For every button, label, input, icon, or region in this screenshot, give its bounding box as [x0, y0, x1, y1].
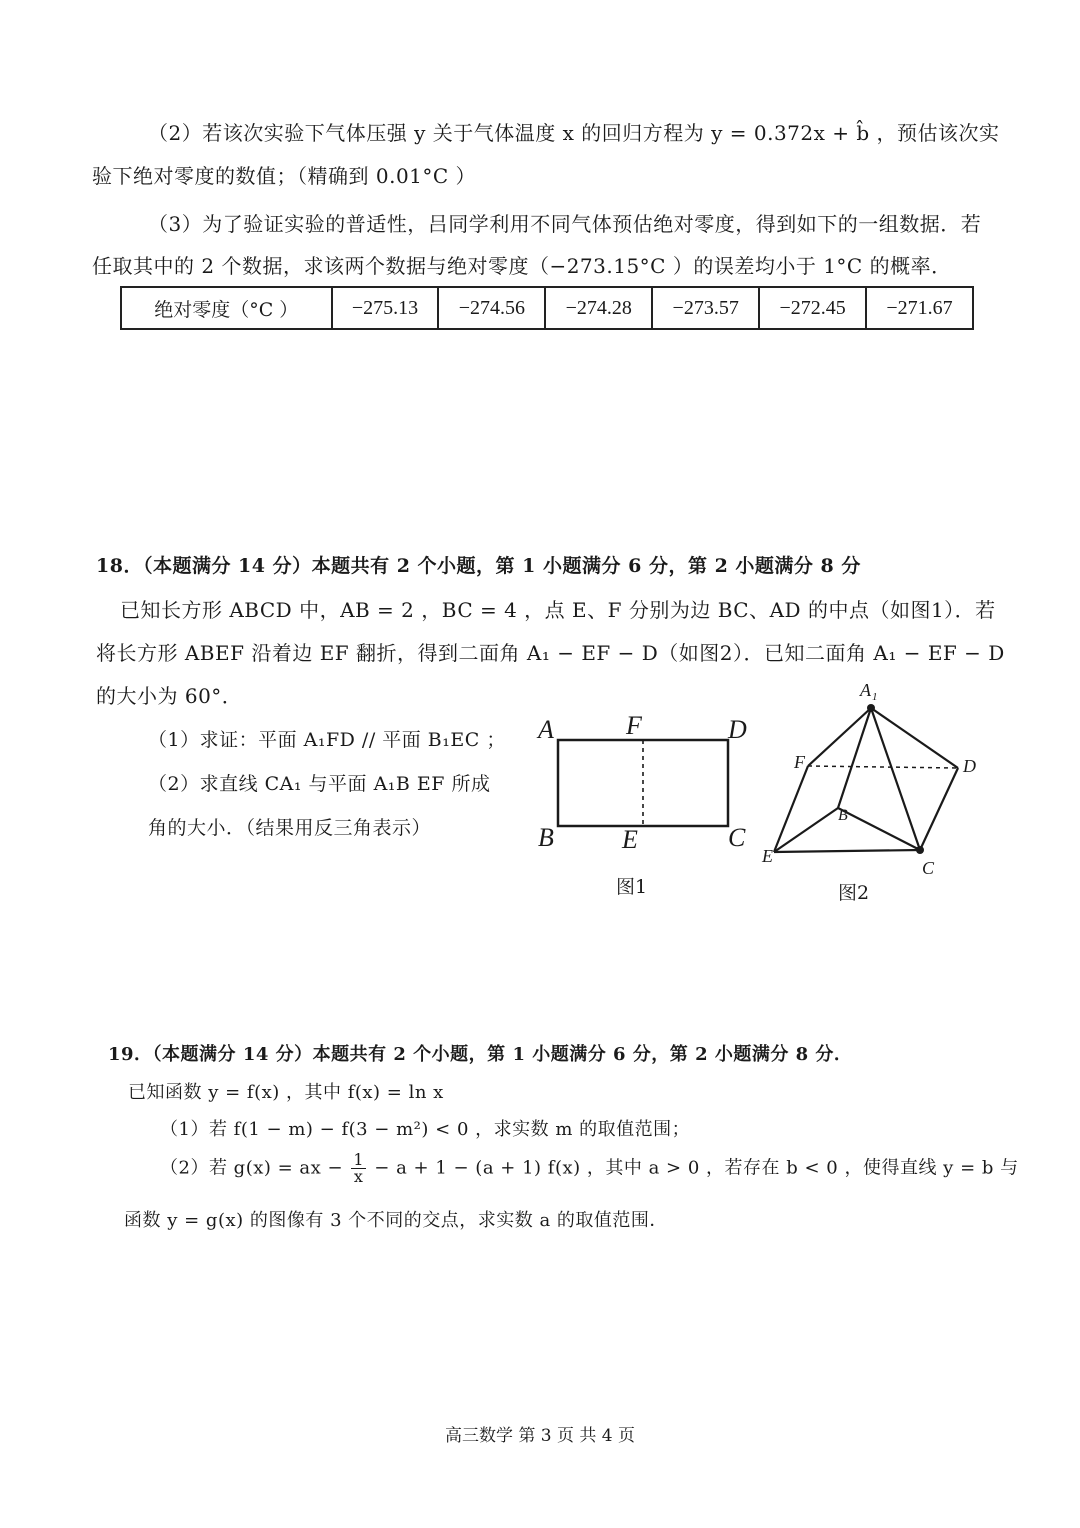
table-cell: −271.67	[866, 287, 973, 329]
q18-part2-line1: （2）求直线 CA₁ 与平面 A₁B EF 所成	[148, 773, 491, 795]
fig2-label-b: B	[838, 807, 848, 824]
figure-2-dihedral	[758, 680, 988, 880]
table-cell: −274.28	[545, 287, 652, 329]
q18-heading: 18．（本题满分 14 分）本题共有 2 个小题，第 1 小题满分 6 分，第 2 小题满分 8 分	[96, 555, 861, 577]
table-cell: −273.57	[652, 287, 759, 329]
q19-heading: 19．（本题满分 14 分）本题共有 2 个小题，第 1 小题满分 6 分，第 2 小题满分 8 分．	[108, 1044, 853, 1065]
table-cell: −275.13	[332, 287, 439, 329]
q18-stem-line2: 将长方形 ABEF 沿着边 EF 翻折，得到二面角 A₁ − EF − D（如图2）．已知二面角 A₁ − EF − D	[96, 641, 1005, 665]
fraction-denominator: x	[353, 1167, 364, 1186]
figure-1-rectangle	[530, 700, 760, 860]
q17-part2-line1: （2）若该次实验下气体压强 y 关于气体温度 x 的回归方程为 y = 0.372x + b̂ ，预估该次实	[148, 121, 1000, 145]
edge-fd	[808, 766, 958, 768]
q18-part1: （1）求证：平面 A₁FD // 平面 B₁EC ；	[148, 729, 506, 751]
fig2-label-a1-sub: 1	[872, 691, 878, 703]
vertex-c	[916, 846, 924, 854]
q19-part2-suffix: − a + 1 − (a + 1) f(x) ，其中 a > 0 ，若存在 b < 0 ，使得直线 y = b 与	[374, 1157, 1019, 1179]
q19-part2-prefix: （2）若 g(x) = ax −	[160, 1157, 344, 1179]
fig1-label-f: F	[626, 711, 642, 740]
page-footer: 高三数学 第 3 页 共 4 页	[444, 1426, 636, 1446]
fig2-label-d: D	[963, 756, 976, 776]
table-cell: −272.45	[759, 287, 866, 329]
absolute-zero-table	[120, 286, 974, 330]
edge-ec	[774, 850, 920, 852]
figure-1-caption: 图1	[616, 876, 648, 898]
q18-part2-line2: 角的大小．（结果用反三角表示）	[148, 817, 432, 839]
table-header-cell: 绝对零度（°C ）	[121, 287, 332, 329]
fig2-label-a1: A	[860, 680, 871, 700]
q19-stem: 已知函数 y = f(x) ，其中 f(x) = ln x	[128, 1082, 444, 1103]
fig1-label-c: C	[728, 823, 746, 852]
q18-stem-line1: 已知长方形 ABCD 中，AB = 2 ，BC = 4 ，点 E、F 分别为边 BC、AD 的中点（如图1）．若	[120, 598, 996, 622]
fig1-label-a: A	[538, 715, 554, 744]
vertex-a1	[867, 704, 875, 712]
edge-dc	[920, 768, 958, 850]
fraction-numerator: 1	[353, 1150, 365, 1169]
table-cell: −274.56	[438, 287, 545, 329]
fig2-label-e: E	[762, 846, 773, 866]
q19-part1: （1）若 f(1 − m) − f(3 − m²) < 0 ，求实数 m 的取值范围；	[160, 1119, 691, 1140]
q19-part2-line2: 函数 y = g(x) 的图像有 3 个不同的交点，求实数 a 的取值范围．	[124, 1210, 668, 1231]
fig2-label-c: C	[922, 858, 935, 878]
q17-part2-line2: 验下绝对零度的数值；（精确到 0.01°C ）	[92, 164, 477, 188]
q19-part2-line1	[160, 1152, 1019, 1185]
fig1-label-b: B	[538, 823, 554, 852]
q17-part3-line2: 任取其中的 2 个数据，求该两个数据与绝对零度（−273.15°C ）的误差均小于 1°C 的概率．	[92, 254, 952, 278]
table-row	[121, 287, 973, 329]
fraction-one-over-x	[351, 1152, 366, 1185]
q18-stem-line3: 的大小为 60°．	[96, 684, 243, 708]
fig2-label-f: F	[794, 752, 805, 772]
fig1-label-d: D	[728, 715, 747, 744]
edge-a1d	[871, 708, 958, 768]
q17-part3-line1: （3）为了验证实验的普适性，吕同学利用不同气体预估绝对零度，得到如下的一组数据．若	[148, 212, 982, 236]
figure-2-caption: 图2	[838, 882, 870, 904]
fig1-label-e: E	[622, 825, 638, 854]
